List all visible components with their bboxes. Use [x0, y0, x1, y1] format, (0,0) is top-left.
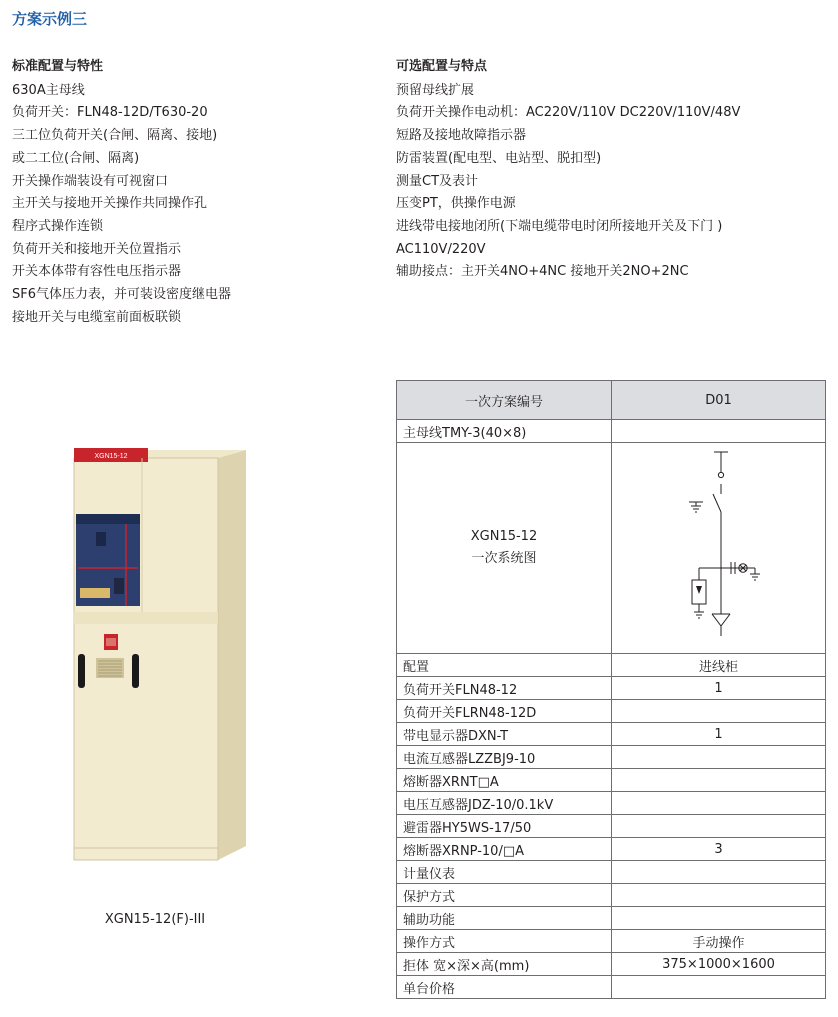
- standard-item: 负荷开关：FLN48-12D/T630-20: [12, 105, 208, 121]
- single-line-diagram-cell: [612, 443, 826, 654]
- row-value: [612, 792, 826, 815]
- busbar-label: 主母线TMY-3(40×8): [397, 420, 612, 443]
- optional-item: 防雷装置(配电型、电站型、脱扣型): [396, 150, 602, 166]
- table-row: [397, 861, 826, 884]
- row-value: [612, 700, 826, 723]
- table-row: [397, 792, 826, 815]
- standard-item: 程序式操作连锁: [12, 218, 104, 234]
- table-row: [397, 677, 826, 700]
- standard-item: SF6气体压力表，并可装设密度继电器: [12, 287, 232, 303]
- table-row: [397, 884, 826, 907]
- standard-config-section: [12, 56, 382, 329]
- table-row: [397, 907, 826, 930]
- row-label: 熔断器XRNT□A: [397, 769, 612, 792]
- diagram-row: [397, 443, 826, 654]
- row-label: 电压互感器JDZ-10/0.1kV: [397, 792, 612, 815]
- optional-config-heading: 可选配置与特点: [396, 59, 488, 74]
- switchgear-cabinet-image: [70, 448, 246, 868]
- row-label: 辅助功能: [397, 907, 612, 930]
- table-header-row: [397, 381, 826, 420]
- standard-item: 主开关与接地开关操作共同操作孔: [12, 196, 208, 212]
- page-title: 方案示例三: [12, 10, 88, 28]
- row-value: 手动操作: [612, 930, 826, 953]
- table-row: [397, 815, 826, 838]
- busbar-value: [612, 420, 826, 443]
- standard-item: 负荷开关和接地开关位置指示: [12, 241, 182, 257]
- header-scheme-number-value: D01: [612, 381, 826, 420]
- row-label: 负荷开关FLN48-12: [397, 677, 612, 700]
- row-label: 计量仪表: [397, 861, 612, 884]
- table-row: [397, 746, 826, 769]
- row-label: 负荷开关FLRN48-12D: [397, 700, 612, 723]
- row-value: [612, 769, 826, 792]
- optional-item: 负荷开关操作电动机：AC220V/110V DC220V/110V/48V: [396, 105, 741, 121]
- diagram-model: XGN15-12: [470, 529, 538, 544]
- table-row: [397, 723, 826, 746]
- standard-item: 630A主母线: [12, 82, 85, 98]
- optional-item: 进线带电接地闭所(下端电缆带电时闭所接地开关及下门 ): [396, 218, 723, 234]
- standard-item: 三工位负荷开关(合闸、隔离、接地): [12, 128, 218, 144]
- optional-item: 预留母线扩展: [396, 82, 475, 98]
- optional-item: AC110V/220V: [396, 241, 486, 257]
- optional-item: 短路及接地故障指示器: [396, 128, 527, 144]
- optional-config-section: [396, 56, 826, 284]
- row-label: 拒体 宽×深×高(mm): [397, 953, 612, 976]
- row-label: 带电显示器DXN-T: [397, 723, 612, 746]
- standard-item: 接地开关与电缆室前面板联锁: [12, 309, 182, 325]
- row-value: [612, 815, 826, 838]
- row-value: 1: [612, 677, 826, 700]
- row-value: [612, 746, 826, 769]
- table-row: [397, 930, 826, 953]
- table-row: [397, 976, 826, 999]
- row-value: [612, 907, 826, 930]
- row-label: 操作方式: [397, 930, 612, 953]
- optional-item: 辅助接点：主开关4NO+4NC 接地开关2NO+2NC: [396, 264, 689, 280]
- cabinet-caption: XGN15-12(F)-III: [104, 912, 206, 927]
- optional-item: 测量CT及表计: [396, 173, 479, 189]
- table-row: [397, 700, 826, 723]
- header-scheme-number-label: 一次方案编号: [397, 381, 612, 420]
- table-row: [397, 654, 826, 677]
- row-value: 375×1000×1600: [612, 953, 826, 976]
- row-label: 保护方式: [397, 884, 612, 907]
- row-value: [612, 861, 826, 884]
- row-label: 单台价格: [397, 976, 612, 999]
- row-label: 避雷器HY5WS-17/50: [397, 815, 612, 838]
- row-label: 电流互感器LZZBJ9-10: [397, 746, 612, 769]
- row-value: [612, 884, 826, 907]
- standard-item: 或二工位(合闸、隔离): [12, 150, 140, 166]
- single-line-diagram: [659, 446, 779, 646]
- row-value: 进线柜: [612, 654, 826, 677]
- row-label: 熔断器XRNP-10/□A: [397, 838, 612, 861]
- diagram-title: 一次系统图: [471, 551, 537, 566]
- optional-item: 压变PT，供操作电源: [396, 196, 516, 212]
- diagram-label: [397, 443, 612, 654]
- row-value: [612, 976, 826, 999]
- table-row: [397, 420, 826, 443]
- standard-config-heading: 标准配置与特性: [12, 59, 104, 74]
- standard-item: 开关本体带有容性电压指示器: [12, 264, 182, 280]
- row-value: 3: [612, 838, 826, 861]
- scheme-table: [396, 380, 826, 999]
- table-row: [397, 769, 826, 792]
- table-row: [397, 953, 826, 976]
- cabinet-label: XGN15-12: [94, 453, 128, 460]
- row-label: 配置: [397, 654, 612, 677]
- table-row: [397, 838, 826, 861]
- standard-item: 开关操作端装设有可视窗口: [12, 173, 169, 189]
- row-value: 1: [612, 723, 826, 746]
